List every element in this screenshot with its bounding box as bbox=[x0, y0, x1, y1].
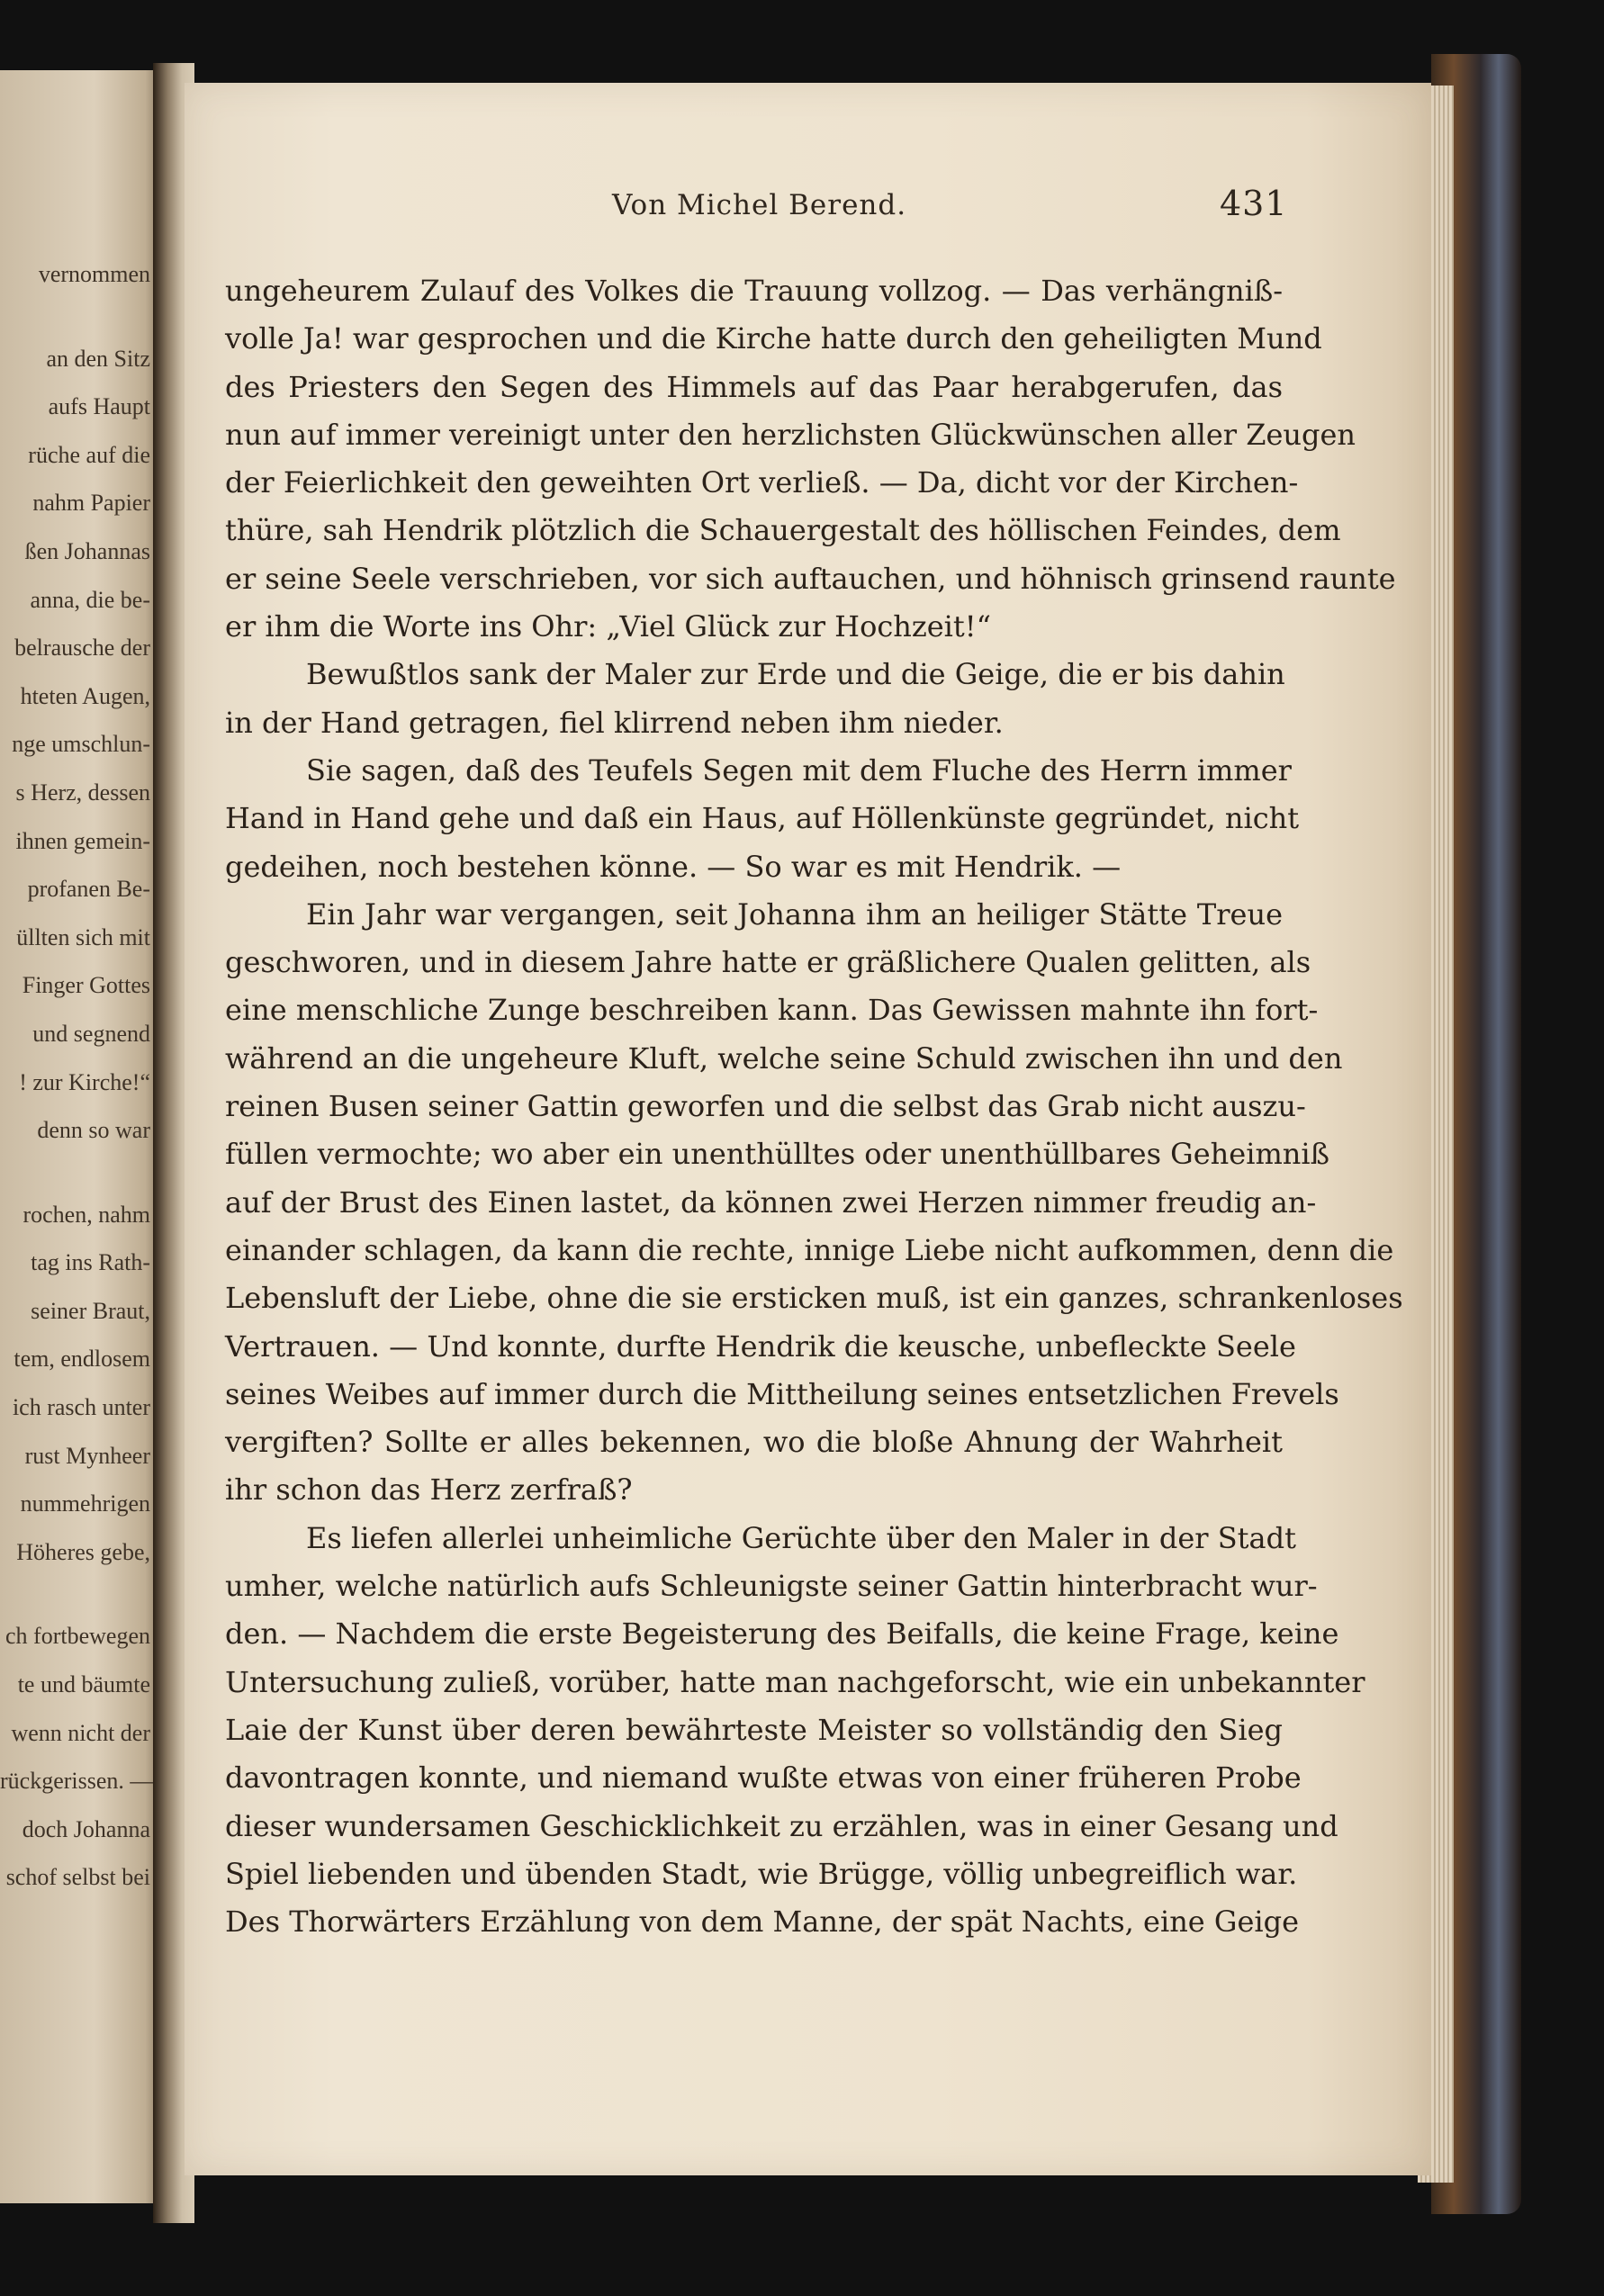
left-page-line: ch fortbewegen bbox=[5, 1623, 150, 1650]
left-page-line: hteten Augen, bbox=[20, 682, 150, 709]
left-facing-page bbox=[0, 70, 171, 2203]
left-page-line: ich rasch unter bbox=[12, 1394, 150, 1421]
text-line: geschworen, und in diesem Jahre hatte er gräßlichere Qualen gelitten, als bbox=[225, 945, 1311, 980]
left-page-line: tag ins Rath- bbox=[31, 1249, 150, 1276]
text-line: davontragen konnte, und niemand wußte etwas von einer früheren Probe bbox=[225, 1760, 1302, 1796]
text-line: einander schlagen, da kann die rechte, innige Liebe nicht aufkommen, denn die bbox=[225, 1232, 1394, 1267]
text-line: Sie sagen, daß des Teufels Segen mit dem Fluche des Herrn immer bbox=[306, 752, 1292, 788]
left-page-line: rust Mynheer bbox=[24, 1442, 150, 1469]
left-page-line: doch Johanna bbox=[22, 1815, 150, 1842]
text-line: Laie der Kunst über deren bewährteste Meister so vollständig den Sieg bbox=[225, 1712, 1283, 1747]
left-page-line: an den Sitz bbox=[46, 345, 150, 372]
text-line: Ein Jahr war vergangen, seit Johanna ihm an heiliger Stätte Treue bbox=[306, 896, 1283, 932]
text-line: Vertrauen. — Und konnte, durfte Hendrik die keusche, unbefleckte Seele bbox=[225, 1328, 1296, 1364]
left-page-line: und segnend bbox=[32, 1020, 150, 1047]
left-page-line: rückgerissen. — bbox=[0, 1768, 154, 1795]
left-page-line: belrausche der bbox=[14, 635, 150, 662]
text-line: seines Weibes auf immer durch die Mittheilung seines entsetzlichen Frevels bbox=[225, 1376, 1339, 1411]
text-line: Es liefen allerlei unheimliche Gerüchte über den Maler in der Stadt bbox=[306, 1520, 1296, 1555]
left-page-line bbox=[0, 1155, 158, 1191]
text-line: gedeihen, noch bestehen könne. — So war es mit Hendrik. — bbox=[225, 849, 1122, 884]
left-page-line: ßen Johannas bbox=[24, 537, 150, 564]
left-page-line: anna, die be- bbox=[30, 586, 150, 613]
left-page-line: rochen, nahm bbox=[23, 1201, 150, 1228]
left-page-line: s Herz, dessen bbox=[15, 779, 150, 806]
left-page-line: aufs Haupt bbox=[48, 393, 150, 420]
text-line: er seine Seele verschrieben, vor sich auftauchen, und höhnisch grinsend raunte bbox=[225, 561, 1396, 596]
text-line: ungeheurem Zulauf des Volkes die Trauung vollzog. — Das verhängniß- bbox=[225, 274, 1283, 308]
left-page-line: wenn nicht der bbox=[11, 1719, 150, 1746]
text-line: auf der Brust des Einen lastet, da können zwei Herzen nimmer freudig an- bbox=[225, 1184, 1317, 1220]
left-page-line: te und bäumte bbox=[17, 1671, 150, 1698]
text-line: der Feierlichkeit den geweihten Ort verließ. — Da, dicht vor der Kirchen- bbox=[225, 465, 1299, 500]
text-line: in der Hand getragen, fiel klirrend neben ihm nieder. bbox=[225, 705, 1004, 740]
body-text bbox=[225, 267, 1403, 1946]
left-page-line: ihnen gemein- bbox=[15, 827, 150, 854]
text-line: Spiel liebenden und übenden Stadt, wie Brügge, völlig unbegreiflich war. bbox=[225, 1856, 1298, 1891]
left-page-line: profanen Be- bbox=[27, 876, 150, 903]
text-line: nun auf immer vereinigt unter den herzlichsten Glückwünschen aller Zeugen bbox=[225, 417, 1356, 452]
left-page-line: seiner Braut, bbox=[31, 1297, 150, 1324]
left-page-line bbox=[0, 299, 158, 335]
left-page-line: Höheres gebe, bbox=[16, 1538, 150, 1565]
left-page-line: nummehrigen bbox=[20, 1490, 150, 1517]
left-page-line: denn so war bbox=[37, 1117, 150, 1144]
text-line: reinen Busen seiner Gattin geworfen und die selbst das Grab nicht auszu- bbox=[225, 1089, 1306, 1124]
left-page-line: nge umschlun- bbox=[12, 731, 150, 758]
text-line: während an die ungeheure Kluft, welche seine Schuld zwischen ihn und den bbox=[225, 1040, 1343, 1076]
text-line: ihr schon das Herz zerfraß? bbox=[225, 1472, 633, 1508]
right-page bbox=[185, 83, 1431, 2175]
left-page-line: üllten sich mit bbox=[16, 923, 150, 950]
text-line: den. — Nachdem die erste Begeisterung des Beifalls, die keine Frage, keine bbox=[225, 1616, 1339, 1652]
left-page-text bbox=[0, 250, 158, 1902]
left-page-line: vernommen bbox=[38, 261, 150, 287]
left-page-line bbox=[0, 1576, 158, 1612]
text-line: Untersuchung zuließ, vorüber, hatte man nachgeforscht, wie ein unbekannter bbox=[225, 1664, 1365, 1699]
left-page-line: ! zur Kirche!“ bbox=[19, 1068, 150, 1095]
text-line: Hand in Hand gehe und daß ein Haus, auf Höllenkünste gegründet, nicht bbox=[225, 801, 1300, 836]
text-line: er ihm die Worte ins Ohr: „Viel Glück zur Hochzeit!“ bbox=[225, 609, 991, 644]
text-line: eine menschliche Zunge beschreiben kann. Das Gewissen mahnte ihn fort- bbox=[225, 993, 1319, 1028]
text-line: volle Ja! war gesprochen und die Kirche hatte durch den geheiligten Mund bbox=[225, 321, 1322, 356]
left-page-line: rüche auf die bbox=[28, 441, 150, 468]
text-line: dieser wundersamen Geschicklichkeit zu erzählen, was in einer Gesang und bbox=[225, 1808, 1338, 1843]
text-line: Lebensluft der Liebe, ohne die sie ersticken muß, ist ein ganzes, schrankenloses bbox=[225, 1281, 1403, 1316]
running-head-title: Von Michel Berend. bbox=[612, 189, 907, 221]
text-line: umher, welche natürlich aufs Schleunigste seiner Gattin hinterbracht wur- bbox=[225, 1569, 1318, 1604]
left-page-line: nahm Papier bbox=[32, 490, 150, 517]
left-page-line: schof selbst bei bbox=[5, 1864, 150, 1891]
text-line: füllen vermochte; wo aber ein unenthülltes oder unenthüllbares Geheimniß bbox=[225, 1137, 1329, 1172]
text-line: vergiften? Sollte er alles bekennen, wo die bloße Ahnung der Wahrheit bbox=[225, 1425, 1283, 1460]
left-page-line: tem, endlosem bbox=[14, 1346, 150, 1373]
text-line: Bewußtlos sank der Maler zur Erde und die Geige, die er bis dahin bbox=[306, 657, 1285, 692]
page-number: 431 bbox=[1220, 184, 1288, 223]
text-line: des Priesters den Segen des Himmels auf das Paar herabgerufen, das bbox=[225, 369, 1283, 404]
text-line: Des Thorwärters Erzählung von dem Manne, der spät Nachts, eine Geige bbox=[225, 1904, 1300, 1940]
left-page-line: Finger Gottes bbox=[22, 972, 150, 999]
text-line: thüre, sah Hendrik plötzlich die Schauergestalt des höllischen Feindes, dem bbox=[225, 513, 1341, 548]
